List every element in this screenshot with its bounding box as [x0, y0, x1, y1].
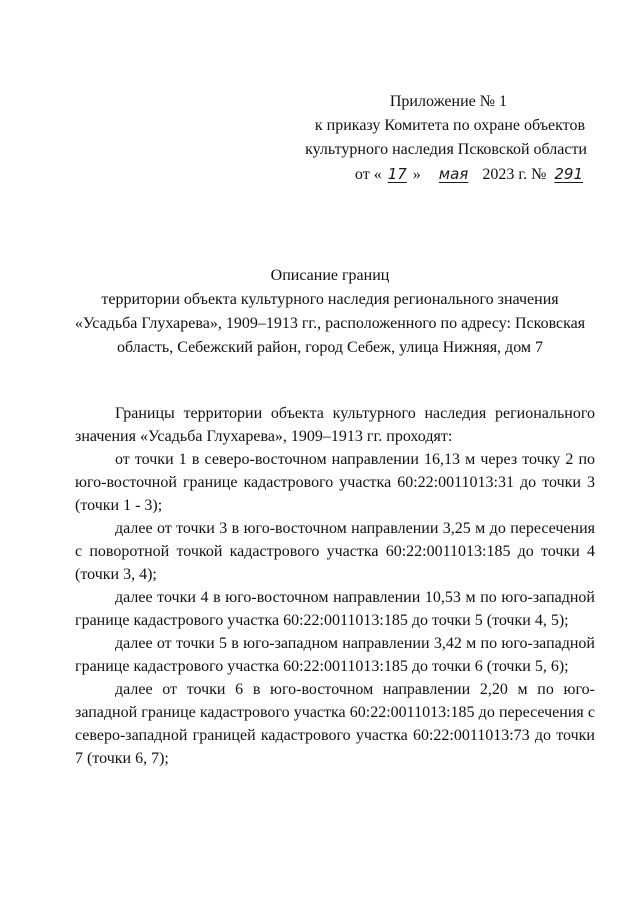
handwritten-month: мая: [438, 165, 469, 183]
handwritten-order-number: 291: [554, 165, 583, 183]
appendix-order-line: к приказу Комитета по охране объектов: [314, 117, 585, 134]
body-paragraph: Границы территории объекта культурного наследия регионального значения «Усадьба Глухарева», 1909–1913 гг. проходят:: [75, 405, 595, 445]
title-line-3: «Усадьба Глухарева», 1909–1913 гг., расположенного по адресу: Псковская: [74, 315, 586, 332]
date-mid: »: [412, 166, 421, 183]
body-paragraph: от точки 1 в северо-восточном направлении 16,13 м через точку 2 по юго-восточной границе кадастрового участка 60:22:0011013:31 до точки 3 (точки 1 - 3);: [75, 451, 595, 514]
appendix-number: Приложение № 1: [389, 93, 507, 110]
handwritten-day: 17: [387, 165, 407, 183]
title-line-1: Описание границ: [270, 267, 390, 284]
appendix-header: [297, 90, 587, 187]
title-line-2: территории объекта культурного наследия регионального значения: [101, 291, 559, 308]
appendix-date-line: [297, 162, 587, 187]
body-paragraph: далее от точки 6 в юго-восточном направлении 2,20 м по юго-западной границе кадастрового участка 60:22:0011013:185 до пересечения с северо-западной границей кадастрового участка 60:22:0011013:73 до точки 7 (точки 6, 7);: [75, 681, 595, 767]
document-body: [75, 402, 595, 770]
body-paragraph: далее от точки 3 в юго-восточном направлении 3,25 м до пересечения с поворотной точкой кадастрового участка 60:22:0011013:185 до точки 4 (точки 3, 4);: [75, 520, 595, 583]
date-year: 2023 г. №: [482, 166, 547, 183]
appendix-committee-line: культурного наследия Псковской области: [305, 141, 587, 158]
title-line-4: область, Себежский район, город Себеж, улица Нижняя, дом 7: [116, 339, 544, 356]
document-title: [70, 264, 590, 360]
body-paragraph: далее от точки 5 в юго-западном направлении 3,42 м по юго-западной границе кадастрового участка 60:22:0011013:185 до точки 6 (точки 5, 6);: [75, 635, 595, 675]
body-paragraph: далее точки 4 в юго-восточном направлении 10,53 м по юго-западной границе кадастрового участка 60:22:0011013:185 до точки 5 (точки 4, 5);: [75, 589, 595, 629]
date-prefix: от «: [354, 166, 382, 183]
